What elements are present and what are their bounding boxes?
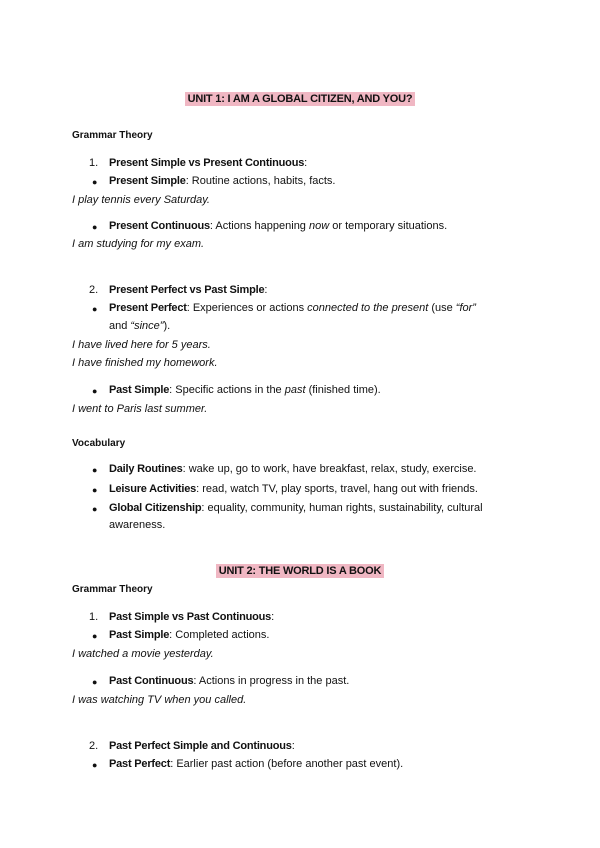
bullet-icon: ● [92,386,98,396]
bullet-icon: ● [92,465,98,475]
list-number: 1. [89,611,99,623]
bullet-icon: ● [92,760,98,770]
unit-2-title: UNIT 2: THE WORLD IS A BOOK [0,565,600,579]
grammar-topic-1: Past Simple vs Past Continuous: [109,611,275,623]
list-number: 1. [89,157,99,169]
present-continuous-item: Present Continuous: Actions happening now or temporary situations. [109,220,448,232]
unit-1-grammar-heading: Grammar Theory [72,130,153,141]
vocab-daily-routines: Daily Routines: wake up, go to work, have breakfast, relax, study, exercise. [109,463,477,475]
bullet-icon: ● [92,485,98,495]
bullet-icon: ● [92,177,98,187]
example-sentence: I went to Paris last summer. [72,403,208,415]
unit-2-grammar-heading: Grammar Theory [72,584,153,595]
bullet-icon: ● [92,677,98,687]
example-sentence: I watched a movie yesterday. [72,648,214,660]
example-sentence: I have finished my homework. [72,357,218,369]
list-number: 2. [89,740,99,752]
grammar-topic-2: Present Perfect vs Past Simple: [109,284,268,296]
bullet-icon: ● [92,504,98,514]
present-perfect-item-continued: and “since”). [109,320,171,332]
present-perfect-item: Present Perfect: Experiences or actions connected to the present (use “for” [109,302,476,314]
example-sentence: I play tennis every Saturday. [72,194,210,206]
unit-1-title: UNIT 1: I AM A GLOBAL CITIZEN, AND YOU? [0,93,600,107]
grammar-topic-2: Past Perfect Simple and Continuous: [109,740,295,752]
example-sentence: I have lived here for 5 years. [72,339,211,351]
example-sentence: I was watching TV when you called. [72,694,247,706]
unit-1-vocabulary-heading: Vocabulary [72,438,126,449]
bullet-icon: ● [92,222,98,232]
vocab-leisure-activities: Leisure Activities: read, watch TV, play sports, travel, hang out with friends. [109,483,478,495]
past-perfect-item: Past Perfect: Earlier past action (before another past event). [109,758,404,770]
grammar-topic-1: Present Simple vs Present Continuous: [109,157,308,169]
bullet-icon: ● [92,304,98,314]
past-simple-item: Past Simple: Specific actions in the past (finished time). [109,384,381,396]
vocab-global-citizenship: Global Citizenship: equality, community, human rights, sustainability, cultural [109,502,483,514]
list-number: 2. [89,284,99,296]
past-simple-item: Past Simple: Completed actions. [109,629,270,641]
vocab-global-citizenship-continued: awareness. [109,519,166,531]
past-continuous-item: Past Continuous: Actions in progress in the past. [109,675,350,687]
example-sentence: I am studying for my exam. [72,238,205,250]
present-simple-item: Present Simple: Routine actions, habits, facts. [109,175,336,187]
bullet-icon: ● [92,631,98,641]
